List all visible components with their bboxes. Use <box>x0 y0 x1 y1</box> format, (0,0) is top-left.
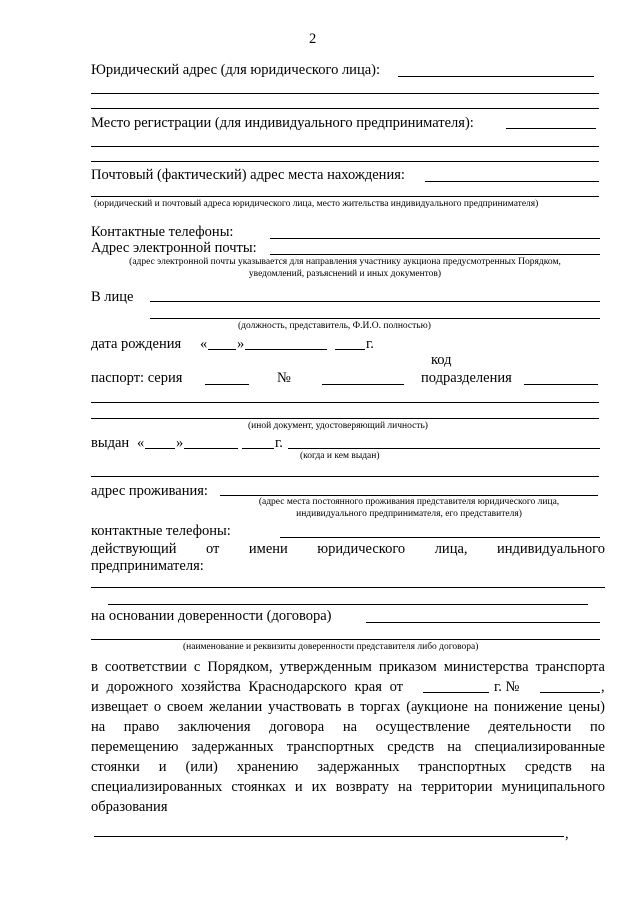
order-date-field[interactable] <box>423 692 489 693</box>
issued-month-field[interactable] <box>184 448 238 449</box>
postal-address-line-2[interactable] <box>91 196 599 197</box>
postal-address-label: Почтовый (фактический) адрес места нахождения: <box>91 167 405 183</box>
rep-contact-phones-field[interactable] <box>280 537 600 538</box>
municipality-field[interactable] <box>94 836 564 837</box>
body-line-8: образования <box>91 799 168 815</box>
rep-contact-phones-label: контактные телефоны: <box>91 523 231 539</box>
issued-by-line-2[interactable] <box>91 476 599 477</box>
body-line-4: на право заключения договора на осуществление деятельности по <box>91 719 605 735</box>
issued-close-quote: » <box>176 435 184 451</box>
issued-by-field[interactable] <box>288 448 600 449</box>
body-line-2b: г. № <box>494 679 520 695</box>
other-document-note: (иной документ, удостоверяющий личность) <box>248 421 428 431</box>
email-note-line1: (адрес электронной почты указывается для направления участнику аукциона предусмотренных Порядком, <box>129 257 561 267</box>
power-of-attorney-line-2[interactable] <box>91 639 600 640</box>
acting-on-behalf-line2: предпринимателя: <box>91 558 204 574</box>
residence-label: адрес проживания: <box>91 483 208 499</box>
represented-by-line-2[interactable] <box>150 318 600 319</box>
power-of-attorney-note: (наименование и реквизиты доверенности представителя либо договора) <box>183 642 479 652</box>
registration-place-line-2[interactable] <box>91 146 599 147</box>
body-line-5: перемещению задержанных транспортных средств на специализированные <box>91 739 605 755</box>
postal-address-field[interactable] <box>425 181 599 182</box>
issued-note: (когда и кем выдан) <box>300 451 380 461</box>
represented-by-note: (должность, представитель, Ф.И.О. полностью) <box>238 321 431 331</box>
body-line-2a: и дорожного хозяйства Краснодарского края от <box>91 679 403 695</box>
email-label: Адрес электронной почты: <box>91 240 257 256</box>
issued-year-suffix: г. <box>275 435 283 451</box>
power-of-attorney-field[interactable] <box>366 622 600 623</box>
residence-note-line2: индивидуального предпринимателя, его представителя) <box>296 509 522 519</box>
registration-place-field[interactable] <box>506 128 596 129</box>
issued-year-field[interactable] <box>242 448 274 449</box>
email-note-line2: уведомлений, разъяснений и иных документов) <box>248 269 442 279</box>
body-line-3: извещает о своем желании участвовать в торгах (аукционе на понижение цены) <box>91 699 605 715</box>
birth-year-suffix: г. <box>366 336 374 352</box>
acting-on-behalf-field-2[interactable] <box>108 604 588 605</box>
other-document-line-1[interactable] <box>91 402 599 403</box>
birth-date-open-quote: « <box>200 336 208 352</box>
power-of-attorney-label: на основании доверенности (договора) <box>91 608 332 624</box>
passport-division-label: подразделения <box>421 370 512 386</box>
issued-label: выдан <box>91 435 130 451</box>
issued-day-field[interactable] <box>145 448 175 449</box>
postal-address-note: (юридический и почтовый адреса юридического лица, место жительства индивидуального предпринимателя) <box>94 199 539 209</box>
birth-day-field[interactable] <box>208 349 236 350</box>
passport-number-label: № <box>277 370 291 386</box>
passport-division-field[interactable] <box>524 384 598 385</box>
body-line-2c: , <box>601 679 605 695</box>
email-field[interactable] <box>270 254 600 255</box>
contact-phones-field[interactable] <box>270 238 600 239</box>
acting-on-behalf-line1: действующий от имени юридического лица, индивидуального <box>91 541 605 557</box>
residence-note-line1: (адрес места постоянного проживания представителя юридического лица, <box>258 497 560 507</box>
acting-on-behalf-field-1[interactable] <box>91 587 605 588</box>
body-end-comma: , <box>565 826 569 842</box>
passport-number-field[interactable] <box>322 384 404 385</box>
represented-by-field[interactable] <box>150 301 600 302</box>
legal-address-line-2[interactable] <box>91 93 599 94</box>
residence-field[interactable] <box>220 495 598 496</box>
contact-phones-label: Контактные телефоны: <box>91 224 234 240</box>
issued-open-quote: « <box>137 435 145 451</box>
other-document-line-2[interactable] <box>91 418 599 419</box>
registration-place-label: Место регистрации (для индивидуального предпринимателя): <box>91 115 474 131</box>
passport-series-label: паспорт: серия <box>91 370 183 386</box>
represented-by-label: В лице <box>91 289 134 305</box>
body-line-7: специализированных стоянках и их возврату на территории муниципального <box>91 779 605 795</box>
passport-series-field[interactable] <box>205 384 249 385</box>
body-line-1: в соответствии с Порядком, утвержденным приказом министерства транспорта <box>91 659 605 675</box>
legal-address-line-3[interactable] <box>91 108 599 109</box>
legal-address-field[interactable] <box>398 76 594 77</box>
page-number: 2 <box>309 31 317 47</box>
passport-division-code-label: код <box>431 352 452 368</box>
registration-place-line-3[interactable] <box>91 161 599 162</box>
body-line-6: стоянки и (или) хранению задержанных транспортных средств на <box>91 759 605 775</box>
birth-year-field[interactable] <box>335 349 365 350</box>
order-number-field[interactable] <box>540 692 600 693</box>
birth-date-close-quote: » <box>237 336 245 352</box>
birth-date-label: дата рождения <box>91 336 182 352</box>
birth-month-field[interactable] <box>245 349 327 350</box>
legal-address-label: Юридический адрес (для юридического лица): <box>91 62 380 78</box>
